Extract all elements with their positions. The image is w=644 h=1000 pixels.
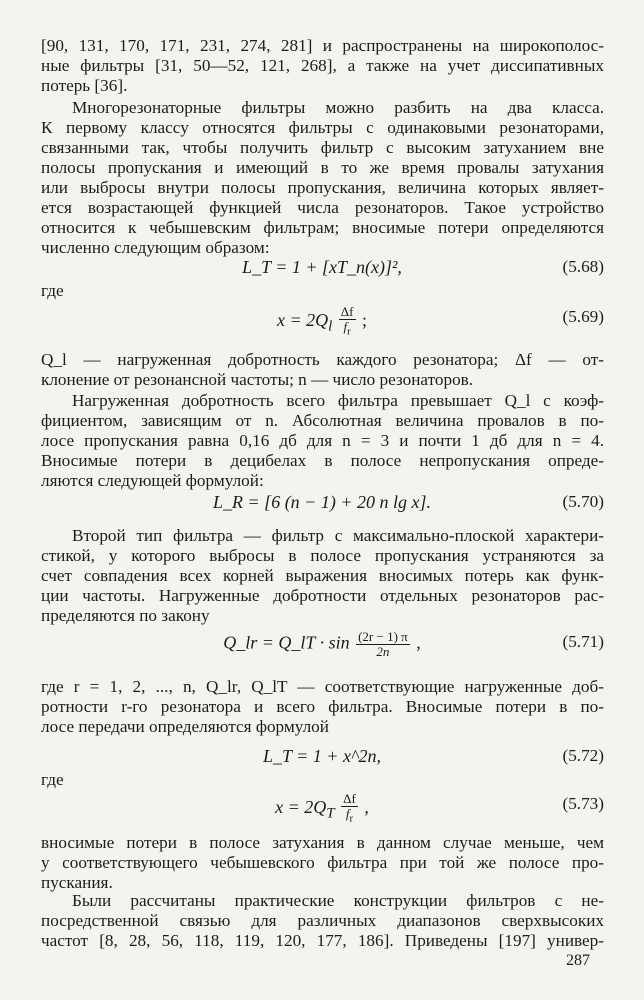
text-line: вносимые потери в полосе затухания в данном случае меньше, чем	[41, 833, 604, 852]
text-line: [90, 131, 170, 171, 231, 274, 281] и распространены на широкополос-	[41, 36, 604, 55]
text-line: ляются следующей формулой:	[41, 471, 264, 490]
text-line: численно следующим образом:	[41, 238, 270, 257]
text-line: или выбросы внутри полосы пропускания, величина которых являет-	[41, 178, 604, 197]
equation-number: (5.70)	[562, 492, 604, 511]
text-line: потерь [36].	[41, 76, 128, 95]
equation-number: (5.73)	[562, 794, 604, 813]
equation-number: (5.68)	[562, 257, 604, 276]
equation-number: (5.71)	[562, 632, 604, 651]
text-line: у соответствующего чебышевского фильтра при той же полосе про-	[41, 853, 604, 872]
equation-5-72: L_T = 1 + x^2n,	[262, 746, 382, 766]
equation-number: (5.72)	[562, 746, 604, 765]
text-line: ции частоты. Нагруженные добротности отдельных резонаторов рас-	[41, 586, 604, 605]
text-line: Многорезонаторные фильтры можно разбить на два класса.	[72, 98, 604, 117]
text-line: лосе пропускания равна 0,16 дб для n = 3 и почти 1 дб для n = 4.	[41, 431, 604, 450]
equation-5-68: L_T = 1 + [xT_n(x)]²,	[242, 257, 402, 277]
equation-5-71: Q_lr = Q_lT · sin $\frac{(2r - 1) \pi}{2n}$ ,	[223, 629, 421, 659]
text-line: счет совпадения всех корней выражения вносимых потерь как функ-	[41, 566, 604, 585]
text-line: стикой, у которого выбросы в полосе пропускания устраняются за	[41, 546, 604, 565]
equation-5-70: L_R = [6 (n − 1) + 20 n lg x].	[213, 492, 431, 512]
text-line: Были рассчитаны практические конструкции фильтров с не-	[72, 891, 604, 910]
text-line: частот [8, 28, 56, 118, 119, 120, 177, 186]. Приведены [197] универ-	[41, 931, 604, 950]
text-line: полосы пропускания и имеющий в то же время провалы затухания	[41, 158, 604, 177]
text-line: относится к чебышевским фильтрам; вносимые потери определяются	[41, 218, 604, 237]
text-line: ротности r-го резонатора и всего фильтра. Вносимые потери в по-	[41, 697, 604, 716]
text-line: где	[41, 281, 64, 300]
text-line: ется возрастающей функцией числа резонаторов. Такое устройство	[41, 198, 604, 217]
text-line: клонение от резонансной частоты; n — число резонаторов.	[41, 370, 474, 389]
page-number: 287	[566, 952, 590, 969]
equation-5-69: $x = 2Q_l$ $\frac{\Delta f}{f_r}$ ;	[276, 304, 368, 338]
equation-number: (5.69)	[562, 307, 604, 326]
text-line: Вносимые потери в децибелах в полосе непропускания опреде-	[41, 451, 604, 470]
text-line: фициентом, зависящим от n. Абсолютная величина провалов в по-	[41, 411, 604, 430]
text-line: где r = 1, 2, ..., n, Q_lr, Q_lT — соответствующие нагруженные доб-	[41, 677, 604, 696]
text-line: лосе передачи определяются формулой	[41, 717, 329, 736]
text-line: где	[41, 770, 64, 789]
equation-5-73: $x = 2Q_T$ $\frac{\Delta f}{f_r}$ ,	[275, 791, 369, 825]
text-line: Нагруженная добротность всего фильтра превышает Q_l с коэф-	[72, 391, 604, 410]
text-line: пределяются по закону	[41, 606, 210, 625]
text-line: К первому классу относятся фильтры с одинаковыми резонаторами,	[41, 118, 604, 137]
text-line: ные фильтры [31, 50—52, 121, 268], а также на учет диссипативных	[41, 56, 604, 75]
text-line: связанными так, чтобы получить фильтр с высоким затуханием вне	[41, 138, 604, 157]
text-line: Второй тип фильтра — фильтр с максимально-плоской характери-	[72, 526, 604, 545]
text-line: пускания.	[41, 873, 113, 892]
text-line: Q_l — нагруженная добротность каждого резонатора; Δf — от-	[41, 350, 604, 369]
text-line: посредственной связью для различных диапазонов сверхвысоких	[41, 911, 604, 930]
